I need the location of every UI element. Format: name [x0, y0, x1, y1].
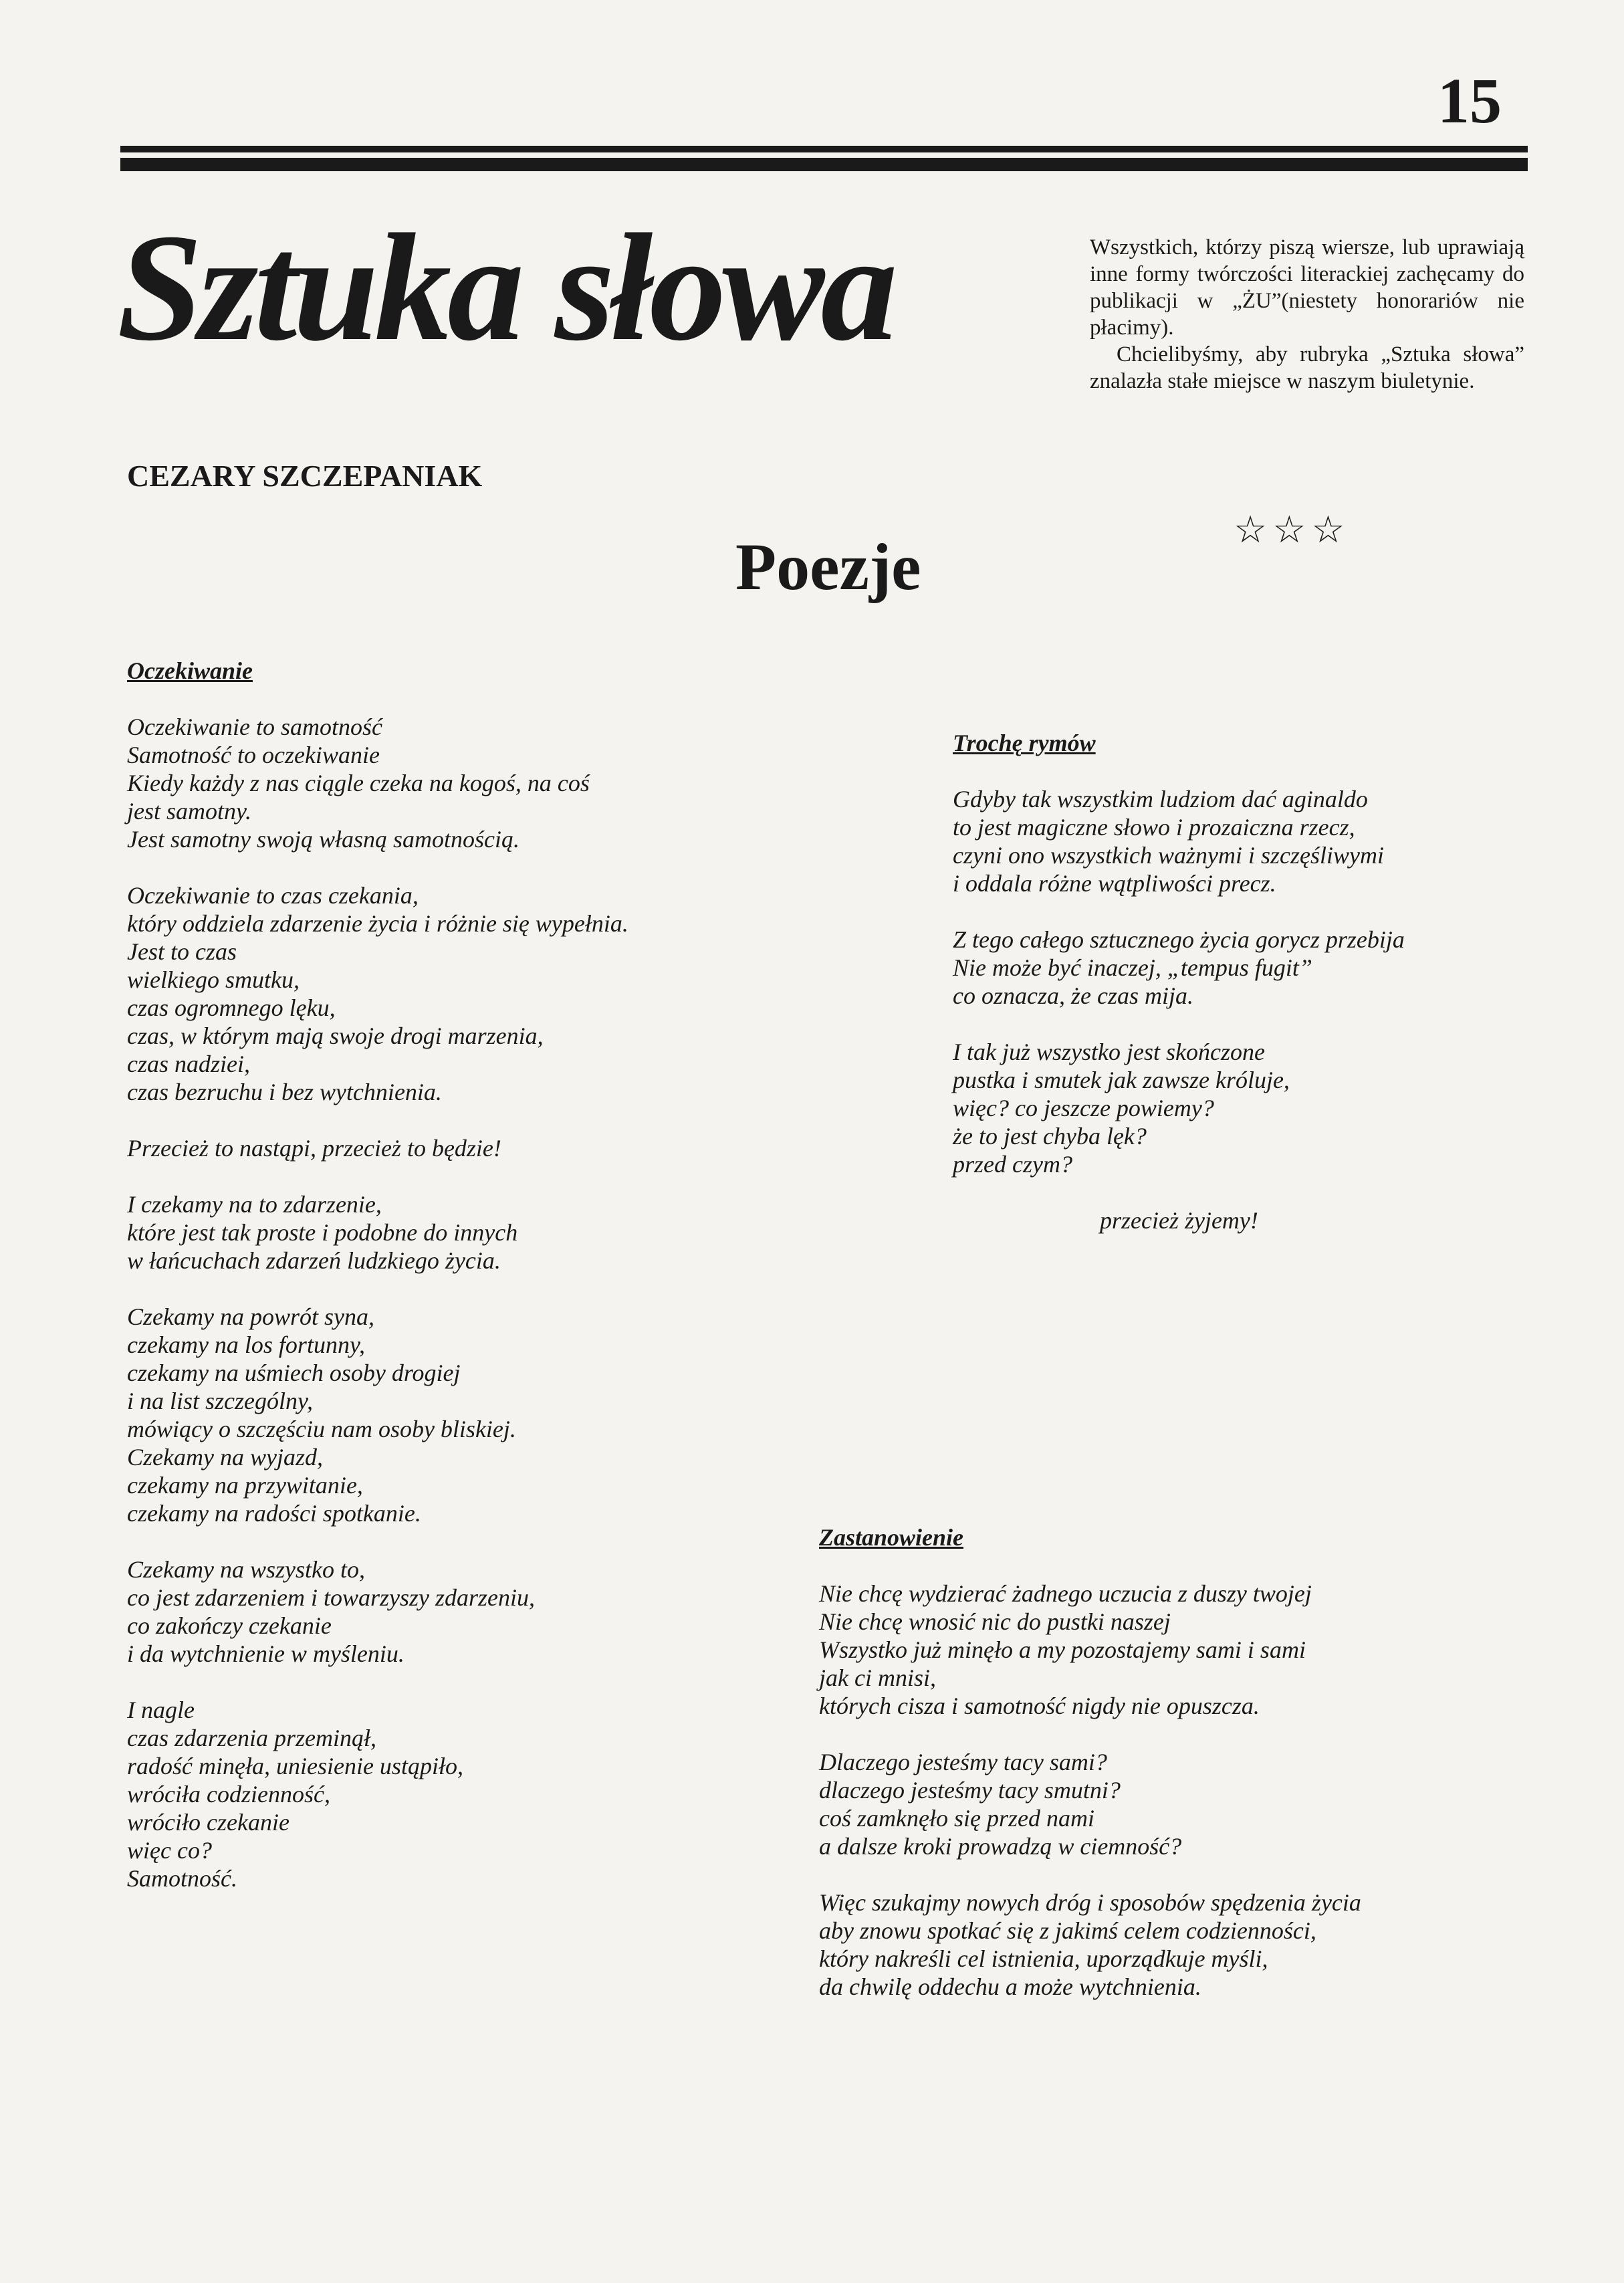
poem-line: pustka i smutek jak zawsze króluje,: [953, 1067, 1290, 1093]
poem-zastanowienie: [819, 1523, 1554, 2001]
poem-line: czekamy na uśmiech osoby drogiej: [127, 1360, 461, 1386]
poem-line: dlaczego jesteśmy tacy smutni?: [819, 1777, 1121, 1804]
header-rule-thin: [120, 146, 1528, 152]
stanza-gap: [127, 1668, 903, 1696]
page-number: 15: [1437, 65, 1502, 136]
poem-line: Gdyby tak wszystkim ludziom dać aginaldo: [953, 786, 1368, 812]
poem-line: czas bezruchu i bez wytchnienia.: [127, 1079, 442, 1105]
poem-line: który oddziela zdarzenie życia i różnie się wypełnia.: [127, 910, 628, 937]
poem-line: coś zamknęło się przed nami: [819, 1805, 1094, 1832]
stanza-gap: [953, 897, 1554, 926]
poem-line: przed czym?: [953, 1151, 1072, 1178]
poem-line: Oczekiwanie to samotność: [127, 714, 382, 740]
header-rule-thick: [120, 158, 1528, 171]
poem-line: I tak już wszystko jest skończone: [953, 1039, 1265, 1065]
poem-line: radość minęła, uniesienie ustąpiło,: [127, 1753, 463, 1779]
stanza-gap: [819, 1860, 1554, 1888]
poem-line: których cisza i samotność nigdy nie opuszcza.: [819, 1693, 1260, 1719]
poem-line: Jest samotny swoją własną samotnością.: [127, 826, 520, 853]
poem-line: więc co?: [127, 1837, 212, 1864]
poem-line: Dlaczego jesteśmy tacy sami?: [819, 1749, 1107, 1775]
poem-line: Kiedy każdy z nas ciągle czeka na kogoś, na coś: [127, 770, 590, 796]
poem-line: wielkiego smutku,: [127, 966, 300, 993]
poem-line: czekamy na przywitanie,: [127, 1472, 363, 1499]
poem-line: czas zdarzenia przeminął,: [127, 1725, 377, 1751]
poem-title: Zastanowienie: [819, 1524, 964, 1551]
intro-paragraph: Wszystkich, którzy piszą wiersze, lub uprawiają inne formy twórczości literackiej zachęcamy do publikacji w „ŻU”(niestety honorariów nie płacimy).: [1090, 235, 1524, 340]
stars-divider: ☆☆☆: [1234, 510, 1351, 551]
poems-heading: Poezje: [735, 530, 921, 604]
poem-line: da chwilę oddechu a może wytchnienia.: [819, 1973, 1201, 2000]
stanza-gap: [819, 1720, 1554, 1748]
poem-line: i na list szczególny,: [127, 1388, 313, 1414]
poem-line: Nie chcę wnosić nic do pustki naszej: [819, 1608, 1171, 1635]
poem-line: Nie może być inaczej, „tempus fugit”: [953, 954, 1312, 981]
poem-line: które jest tak proste i podobne do innych: [127, 1219, 518, 1246]
poem-line: że to jest chyba lęk?: [953, 1123, 1147, 1150]
poem-line: Czekamy na powrót syna,: [127, 1303, 374, 1330]
poem-line: czyni ono wszystkich ważnymi i szczęśliwymi: [953, 842, 1384, 869]
poem-line: mówiący o szczęściu nam osoby bliskiej.: [127, 1416, 516, 1442]
stanza-gap: [127, 1162, 903, 1190]
stanza-gap: [127, 1527, 903, 1555]
poem-line: czas, w którym mają swoje drogi marzenia,: [127, 1022, 544, 1049]
poem-closing-line: przecież żyjemy!: [1100, 1207, 1258, 1234]
author-name: CEZARY SZCZEPANIAK: [127, 459, 483, 493]
poem-line: Jest to czas: [127, 938, 237, 965]
stanza-gap: [127, 1275, 903, 1303]
poem-line: który nakreśli cel istnienia, uporządkuje myśli,: [819, 1945, 1268, 1972]
poem-line: czekamy na los fortunny,: [127, 1331, 365, 1358]
intro-paragraph: Chcielibyśmy, aby rubryka „Sztuka słowa” znalazła stałe miejsce w naszym biuletynie.: [1090, 342, 1524, 393]
poem-line: I czekamy na to zdarzenie,: [127, 1191, 382, 1218]
poem-line: aby znowu spotkać się z jakimś celem codzienności,: [819, 1917, 1316, 1944]
poem-line: Wszystko już minęło a my pozostajemy sami i sami: [819, 1636, 1306, 1663]
stanza-gap: [953, 1178, 1554, 1206]
poem-line: wróciła codzienność,: [127, 1781, 330, 1808]
stanza-gap: [953, 1010, 1554, 1038]
poem-line: czas nadziei,: [127, 1051, 250, 1077]
poem-line: Czekamy na wyjazd,: [127, 1444, 323, 1471]
poem-line: Samotność.: [127, 1865, 237, 1892]
poem-line: Oczekiwanie to czas czekania,: [127, 882, 419, 909]
poem-title: Trochę rymów: [953, 730, 1096, 756]
poem-line: Nie chcę wydzierać żadnego uczucia z duszy twojej: [819, 1580, 1312, 1607]
poem-line: wróciło czekanie: [127, 1809, 289, 1836]
poem-troche-rymow: [953, 729, 1554, 1234]
poem-line: więc? co jeszcze powiemy?: [953, 1095, 1214, 1121]
poem-line: w łańcuchach zdarzeń ludzkiego życia.: [127, 1247, 501, 1274]
poem-line: Z tego całego sztucznego życia gorycz przebija: [953, 926, 1405, 953]
poem-line: Więc szukajmy nowych dróg i sposobów spędzenia życia: [819, 1889, 1361, 1916]
poem-line: Czekamy na wszystko to,: [127, 1556, 365, 1583]
poem-line: jak ci mnisi,: [819, 1664, 936, 1691]
poem-oczekiwanie: [127, 657, 903, 1892]
poem-line: a dalsze kroki prowadzą w ciemność?: [819, 1833, 1182, 1860]
poem-line: Przecież to nastąpi, przecież to będzie!: [127, 1135, 501, 1162]
poem-line: I nagle: [127, 1697, 195, 1723]
poem-title: Oczekiwanie: [127, 657, 253, 684]
poem-line: co jest zdarzeniem i towarzyszy zdarzeniu,: [127, 1584, 535, 1611]
section-title: Sztuka słowa: [117, 202, 894, 372]
poem-line: co zakończy czekanie: [127, 1612, 332, 1639]
poem-line: to jest magiczne słowo i prozaiczna rzecz,: [953, 814, 1355, 841]
stanza-gap: [127, 1106, 903, 1134]
poem-line: co oznacza, że czas mija.: [953, 982, 1193, 1009]
poem-line: czas ogromnego lęku,: [127, 994, 336, 1021]
poem-line: i oddala różne wątpliwości precz.: [953, 870, 1276, 897]
intro-text: [1090, 234, 1524, 395]
poem-line: jest samotny.: [127, 798, 251, 825]
poem-line: i da wytchnienie w myśleniu.: [127, 1640, 404, 1667]
stanza-gap: [127, 853, 903, 881]
poem-line: czekamy na radości spotkanie.: [127, 1500, 421, 1527]
poem-line: Samotność to oczekiwanie: [127, 742, 380, 768]
